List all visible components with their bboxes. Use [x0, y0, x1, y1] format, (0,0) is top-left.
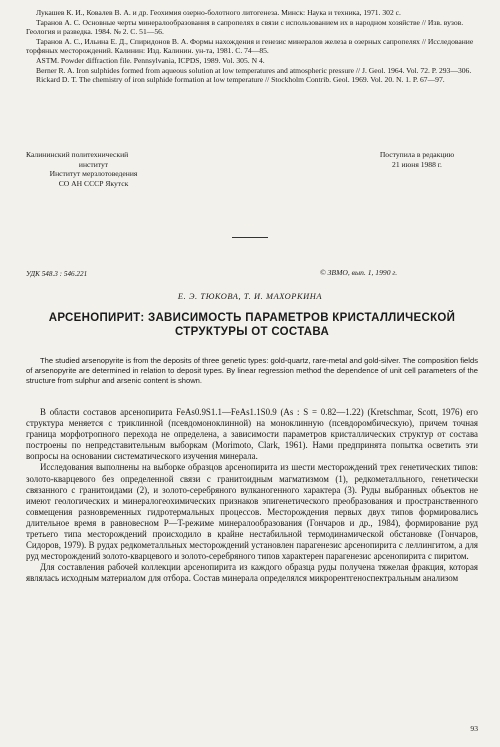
reference-item: Berner R. A. Iron sulphides formed from aqueous solution at low temperatures and atmospheric pressure // J. Geol. 1964. Vol. 72. P. 293—306.	[36, 65, 472, 75]
affiliation-line: институт	[78, 159, 109, 169]
page-number: 93	[470, 724, 478, 733]
section-divider	[232, 237, 268, 238]
reference-list	[26, 8, 478, 85]
article-body	[26, 407, 478, 585]
received-label: Поступила в редакцию	[379, 150, 455, 159]
title-line: СТРУКТУРЫ ОТ СОСТАВА	[174, 326, 330, 338]
article-authors: Е. Э. ТЮКОВА, Т. И. МАХОРКИНА	[177, 292, 323, 301]
body-paragraph: Для составления рабочей коллекции арсенопирита из каждого образца руды получена тяжелая фракция, которая являлась исходным материалом для отбора. Состав минерала определялся микрорентгеноспектральным анализом	[26, 562, 478, 584]
article-title	[26, 311, 478, 339]
affiliation-line: Калининский политехнический	[26, 150, 129, 159]
received-date: 21 июня 1988 г.	[392, 159, 442, 169]
journal-reference: © ЗВМО, вып. 1, 1990 г.	[320, 268, 398, 277]
body-paragraph: В области составов арсенопирита FeAs0.9S1.1—FeAs1.1S0.9 (As : S = 0.82—1.22) (Kretschmar, Scott, 1976) его структура меняется с триклинной (псевдомоноклинной) на моноклинную (псевдоромбическую), причем точная граница морфотропного перехода не определена, а зависимости параметров кристаллических структур от состава построены по непредставительным выборкам (Morimoto, Clark, 1961). Нами предпринята попытка осветить эти вопросы на основании систематического изучения минерала.	[26, 407, 478, 462]
affiliation-line: СО АН СССР Якутск	[58, 178, 129, 188]
reference-item: Таранов А. С. Основные черты минералообразования в сапропелях в связи с использованием их в народном хозяйстве // Изв. вузов. Геология и разведка. 1984. № 2. С. 51—56.	[26, 17, 464, 37]
reference-item: ASTM. Powder diffraction file. Pennsylvania, ICPDS, 1989. Vol. 305. N 4.	[36, 55, 265, 65]
affiliation-line: Институт мерзлотоведения	[49, 169, 138, 179]
body-paragraph: Исследования выполнены на выборке образцов арсенопирита из шести месторождений трех генетических типов: золото-кварцевого без определенной связи с гранитоидным магматизмом (1), редкометалльного, генетически связанного с гранитоидами (2), и золото-серебряного вулканогенного характера (3). Руды выбранных объектов не имеют геологических и минералогеохимических признаков эпигенетического преобразования и пространственного совмещения разновременных гидротермальных процессов. Месторождения первых двух типов формировались длительное время в равновесном P—T-режиме минералообразования (Гончаров и др., 1984), формирование руд третьего типа месторождений происходило в крайне нестабильной термодинамической обстановке (Гончаров, Сидоров, 1979). В рудах редкометалльных месторождений установлен парагенезис арсенопирита с леллингитом, а для руд месторождений золото-кварцевого и золото-серебряного типов характерен парагенезис арсенопирита с пиритом.	[26, 462, 478, 562]
reference-item: Лукашев К. И., Ковалев В. А. и др. Геохимия озерно-болотного литогенеза. Минск: Наука и техника, 1971. 302 с.	[36, 8, 401, 17]
affiliation-block	[26, 150, 226, 188]
received-date-block	[352, 150, 482, 169]
title-line: АРСЕНОПИРИТ: ЗАВИСИМОСТЬ ПАРАМЕТРОВ КРИСТАЛЛИЧЕСКОЙ	[48, 312, 456, 324]
article-abstract: The studied arsenopyrite is from the deposits of three genetic types: gold-quartz, rare-metal and gold-silver. The composition fields of arsenopyrite are determined in relation to deposit types. By linear regression method the dependence of unit cell parameters of the structure from sulphur and arsenic content is shown.	[26, 356, 478, 385]
reference-item: Rickard D. T. The chemistry of iron sulphide formation at low temperature // Stockholm Contrib. Geol. 1969. Vol. 20. N. 1. P. 67—97.	[36, 75, 445, 85]
udk-code: УДК 548.3 : 546.221	[26, 270, 88, 278]
reference-item: Таранов А. С., Ильина Е. Д., Спиридонов В. А. Формы нахождения и генезис минералов железа в озерных сапропелях // Исследование торфяных месторождений. Калинин: Изд. Калинин. ун-та, 1981. С. 74—85.	[26, 36, 474, 56]
